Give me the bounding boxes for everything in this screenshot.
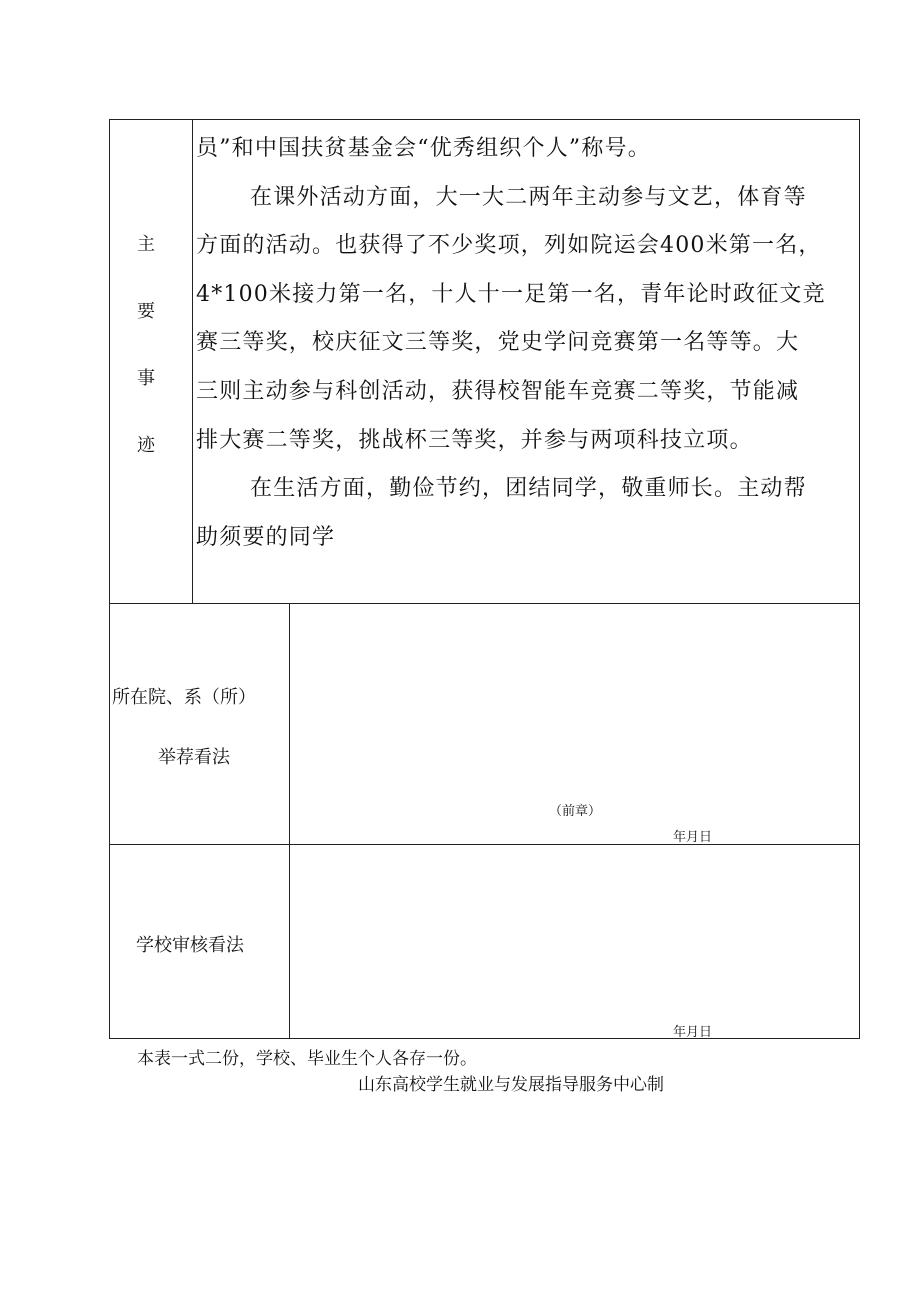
achievements-label-char: 主 xyxy=(137,234,155,255)
achievements-label-char: 事 xyxy=(137,368,155,389)
column-divider-achievements xyxy=(192,119,193,603)
achievements-line: 赛三等奖，校庆征文三等奖，党史学问竞赛第一名等等。大 xyxy=(196,330,800,356)
achievements-line: 方面的活动。也获得了不少奖项，列如院运会400米第一名， xyxy=(196,233,822,259)
department-opinion-label-line2: 举荐看法 xyxy=(158,747,230,768)
issuer-note: 山东高校学生就业与发展指导服务中心制 xyxy=(358,1075,664,1095)
achievements-line: 在课外活动方面，大一大二两年主动参与文艺，体育等 xyxy=(250,184,807,210)
seal-note: （前章） xyxy=(549,804,602,819)
achievements-text xyxy=(196,125,850,562)
row-divider-department xyxy=(109,844,860,845)
school-date-label: 年月日 xyxy=(673,1025,713,1040)
form-copies-note: 本表一式二份，学校、毕业生个人各存一份。 xyxy=(137,1049,477,1069)
achievements-line: 4*100米接力第一名，十人十一足第一名，青年论时政征文竞 xyxy=(196,281,826,307)
achievements-label-char: 要 xyxy=(137,301,155,322)
achievements-line: 排大赛二等奖，挑战杯三等奖，并参与两项科技立项。 xyxy=(196,427,753,453)
achievements-label-char: 迹 xyxy=(137,435,155,456)
school-opinion-label: 学校审核看法 xyxy=(136,935,244,956)
department-opinion-label: 所在院、系（所） xyxy=(112,687,256,708)
achievements-line: 助须要的同学 xyxy=(196,524,336,550)
achievements-line: 在生活方面，勤俭节约，团结同学，敬重师长。主动帮 xyxy=(250,476,807,502)
row-divider-achievements xyxy=(109,603,860,604)
column-divider-opinions xyxy=(289,603,290,1039)
achievements-line: 员”和中国扶贫基金会“优秀组织个人”称号。 xyxy=(196,136,651,161)
department-date-label: 年月日 xyxy=(673,830,713,845)
achievements-line: 三则主动参与科创活动，获得校智能车竞赛二等奖，节能减 xyxy=(196,378,800,404)
